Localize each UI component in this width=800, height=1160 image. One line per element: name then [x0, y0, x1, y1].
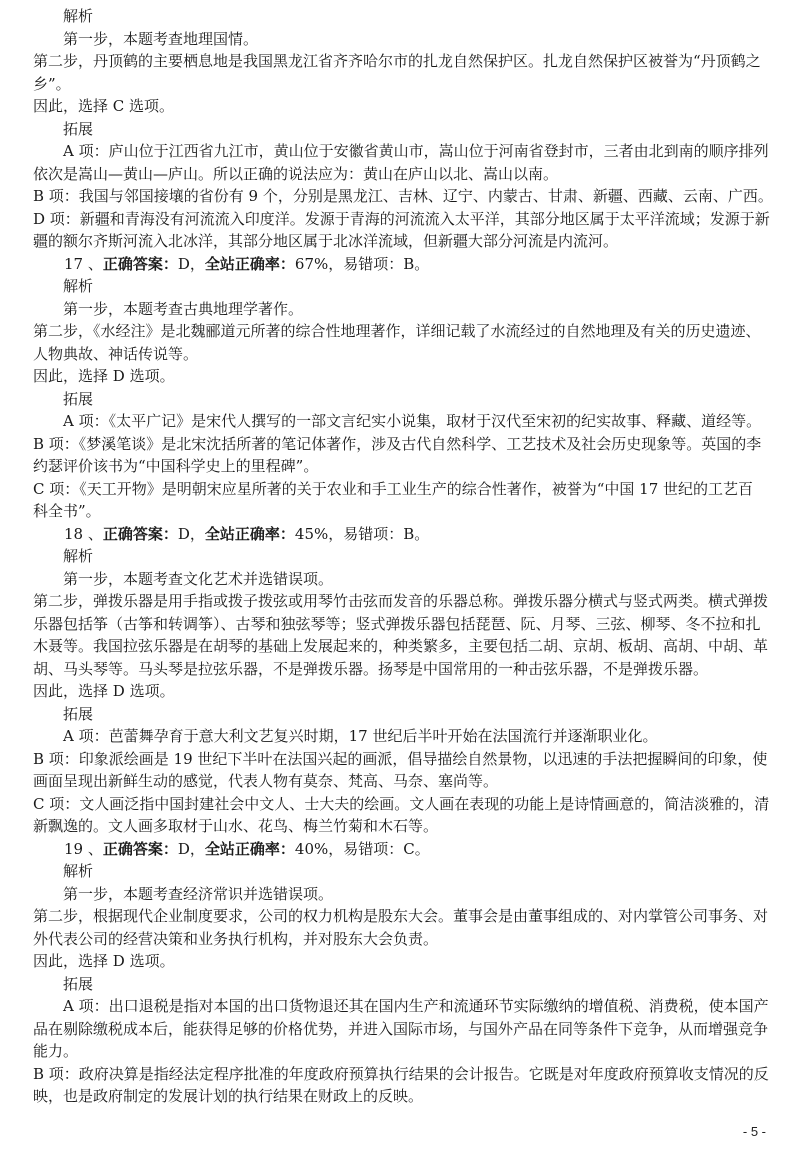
- text-line: 因此，选择 D 选项。: [33, 367, 175, 385]
- document-body: [33, 5, 777, 1108]
- text-line: 约瑟评价该书为“中国科学史上的里程碑”。: [33, 457, 319, 475]
- answer-ans: D，: [177, 254, 205, 273]
- text-line: 第二步，弹拨乐器是用手指或拨子拨弦或用琴竹击弦而发音的乐器总称。弹拨乐器分横式与竖式两类。横式弹拨: [33, 592, 769, 610]
- text-line: 乐器包括筝（古筝和转调筝）、古琴和独弦琴等；竖式弹拨乐器包括琵琶、阮、月琴、三弦、柳琴、冬不拉和扎: [33, 614, 761, 633]
- text-line: B 项：《梦溪笔谈》是北宋沈括所著的笔记体著作，涉及古代自然科学、工艺技术及社会历史现象等。英国的李: [33, 434, 762, 453]
- text-line: A 项：《太平广记》是宋代人撰写的一部文言纪实小说集，取材于汉代至宋初的纪实故事、释藏、道经等。: [63, 412, 762, 430]
- page-number: - 5 -: [742, 1124, 766, 1139]
- answer-ans: D，: [177, 524, 205, 543]
- text-line: 人物典故、神话传说等。: [33, 344, 199, 363]
- answer-num: 18 、: [64, 524, 103, 543]
- answer-label2: 全站正确率：: [204, 254, 295, 273]
- answer-ans: D，: [177, 839, 205, 858]
- text-line: C 项：文人画泛指中国封建社会中文人、士大夫的绘画。文人画在表现的功能上是诗情画意的，简洁淡雅的，清: [33, 794, 770, 813]
- text-line: 能力。: [33, 1042, 79, 1060]
- answer-rate: 67%，易错项：B。: [294, 254, 430, 273]
- answer-label: 正确答案：: [102, 839, 178, 858]
- text-line: 木聂等。我国拉弦乐器是在胡琴的基础上发展起来的，种类繁多，主要包括二胡、京胡、板胡、高胡、中胡、革: [33, 637, 769, 655]
- text-line: 拓展: [63, 974, 94, 993]
- text-line: 解析: [63, 862, 94, 880]
- answer-header: [33, 838, 777, 861]
- text-line: 拓展: [63, 389, 94, 408]
- text-line: 外代表公司的经营决策和业务执行机构，并对股东大会负责。: [33, 929, 439, 948]
- answer-label: 正确答案：: [102, 254, 178, 273]
- text-line: B 项：我国与邻国接壤的省份有 9 个，分别是黑龙江、吉林、辽宁、内蒙古、甘肃、新疆、西藏、云南、广西。: [33, 187, 773, 205]
- text-line: 解析: [63, 7, 94, 25]
- answer-rate: 40%，易错项：C。: [294, 839, 430, 858]
- text-line: A 项：出口退税是指对本国的出口货物退还其在国内生产和流通环节实际缴纳的增值税、消费税，使本国产: [63, 997, 769, 1015]
- text-line: 第二步，丹顶鹤的主要栖息地是我国黑龙江省齐齐哈尔市的扎龙自然保护区。扎龙自然保护区被誉为“丹顶鹤之: [33, 52, 761, 70]
- text-line: 解析: [63, 547, 94, 565]
- text-line: A 项：芭蕾舞孕育于意大利文艺复兴时期，17 世纪后半叶开始在法国流行并逐渐职业化。: [63, 727, 658, 745]
- text-line: 因此，选择 C 选项。: [33, 97, 175, 115]
- answer-label2: 全站正确率：: [204, 839, 295, 858]
- text-line: 因此，选择 D 选项。: [33, 682, 175, 700]
- text-line: D 项：新疆和青海没有河流流入印度洋。发源于青海的河流流入太平洋，其部分地区属于太平洋流域；发源于新: [33, 209, 770, 228]
- answer-header: [33, 523, 777, 546]
- text-line: 画面呈现出新鲜生动的感觉，代表人物有莫奈、梵高、马奈、塞尚等。: [33, 772, 499, 790]
- answer-rate: 45%，易错项：B。: [294, 524, 430, 543]
- text-line: 疆的额尔齐斯河流入北冰洋，其部分地区属于北冰洋流域，但新疆大部分河流是内流河。: [33, 232, 619, 250]
- text-line: 第一步，本题考查古典地理学著作。: [63, 299, 304, 318]
- text-line: 解析: [63, 277, 94, 295]
- text-line: C 项：《天工开物》是明朝宋应星所著的关于农业和手工业生产的综合性著作，被誉为“中国 17 世纪的工艺百: [33, 479, 754, 498]
- text-line: 科全书”。: [33, 502, 101, 520]
- text-line: 拓展: [63, 119, 94, 138]
- text-line: 第一步，本题考查地理国情。: [63, 29, 259, 48]
- answer-header: [33, 253, 777, 276]
- text-line: 乡”。: [33, 74, 71, 93]
- answer-label: 正确答案：: [102, 524, 178, 543]
- text-line: 第一步，本题考查经济常识并选错误项。: [63, 884, 334, 903]
- answer-num: 17 、: [64, 254, 103, 273]
- text-line: 映，也是政府制定的发展计划的执行结果在财政上的反映。: [33, 1087, 424, 1105]
- text-line: 依次是嵩山—黄山—庐山。所以正确的说法应为：黄山在庐山以北、嵩山以南。: [33, 164, 559, 183]
- text-line: 品在剔除缴税成本后，能获得足够的价格优势，并进入国际市场，与国外产品在同等条件下竞争，从而增强竞争: [33, 1019, 769, 1038]
- text-line: 新飘逸的。文人画多取材于山水、花鸟、梅兰竹菊和木石等。: [33, 817, 439, 835]
- text-line: 胡、马头琴等。马头琴是拉弦乐器，不是弹拨乐器。扬琴是中国常用的一种击弦乐器，不是弹拨乐器。: [33, 659, 709, 678]
- text-line: A 项：庐山位于江西省九江市，黄山位于安徽省黄山市，嵩山位于河南省登封市，三者由北到南的顺序排列: [63, 142, 769, 160]
- text-line: 拓展: [63, 704, 94, 723]
- text-line: 第二步，根据现代企业制度要求，公司的权力机构是股东大会。董事会是由董事组成的、对内掌管公司事务、对: [33, 907, 769, 925]
- answer-num: 19 、: [64, 839, 103, 858]
- text-line: B 项：政府决算是指经法定程序批准的年度政府预算执行结果的会计报告。它既是对年度政府预算收支情况的反: [33, 1064, 769, 1083]
- text-line: 第一步，本题考查文化艺术并选错误项。: [63, 569, 334, 588]
- text-line: 第二步，《水经注》是北魏郦道元所著的综合性地理著作，详细记载了水流经过的自然地理及有关的历史遗迹、: [33, 322, 761, 340]
- answer-label2: 全站正确率：: [204, 524, 295, 543]
- text-line: B 项：印象派绘画是 19 世纪下半叶在法国兴起的画派，倡导描绘自然景物，以迅速的手法把握瞬间的印象，使: [33, 749, 768, 768]
- text-line: 因此，选择 D 选项。: [33, 952, 175, 970]
